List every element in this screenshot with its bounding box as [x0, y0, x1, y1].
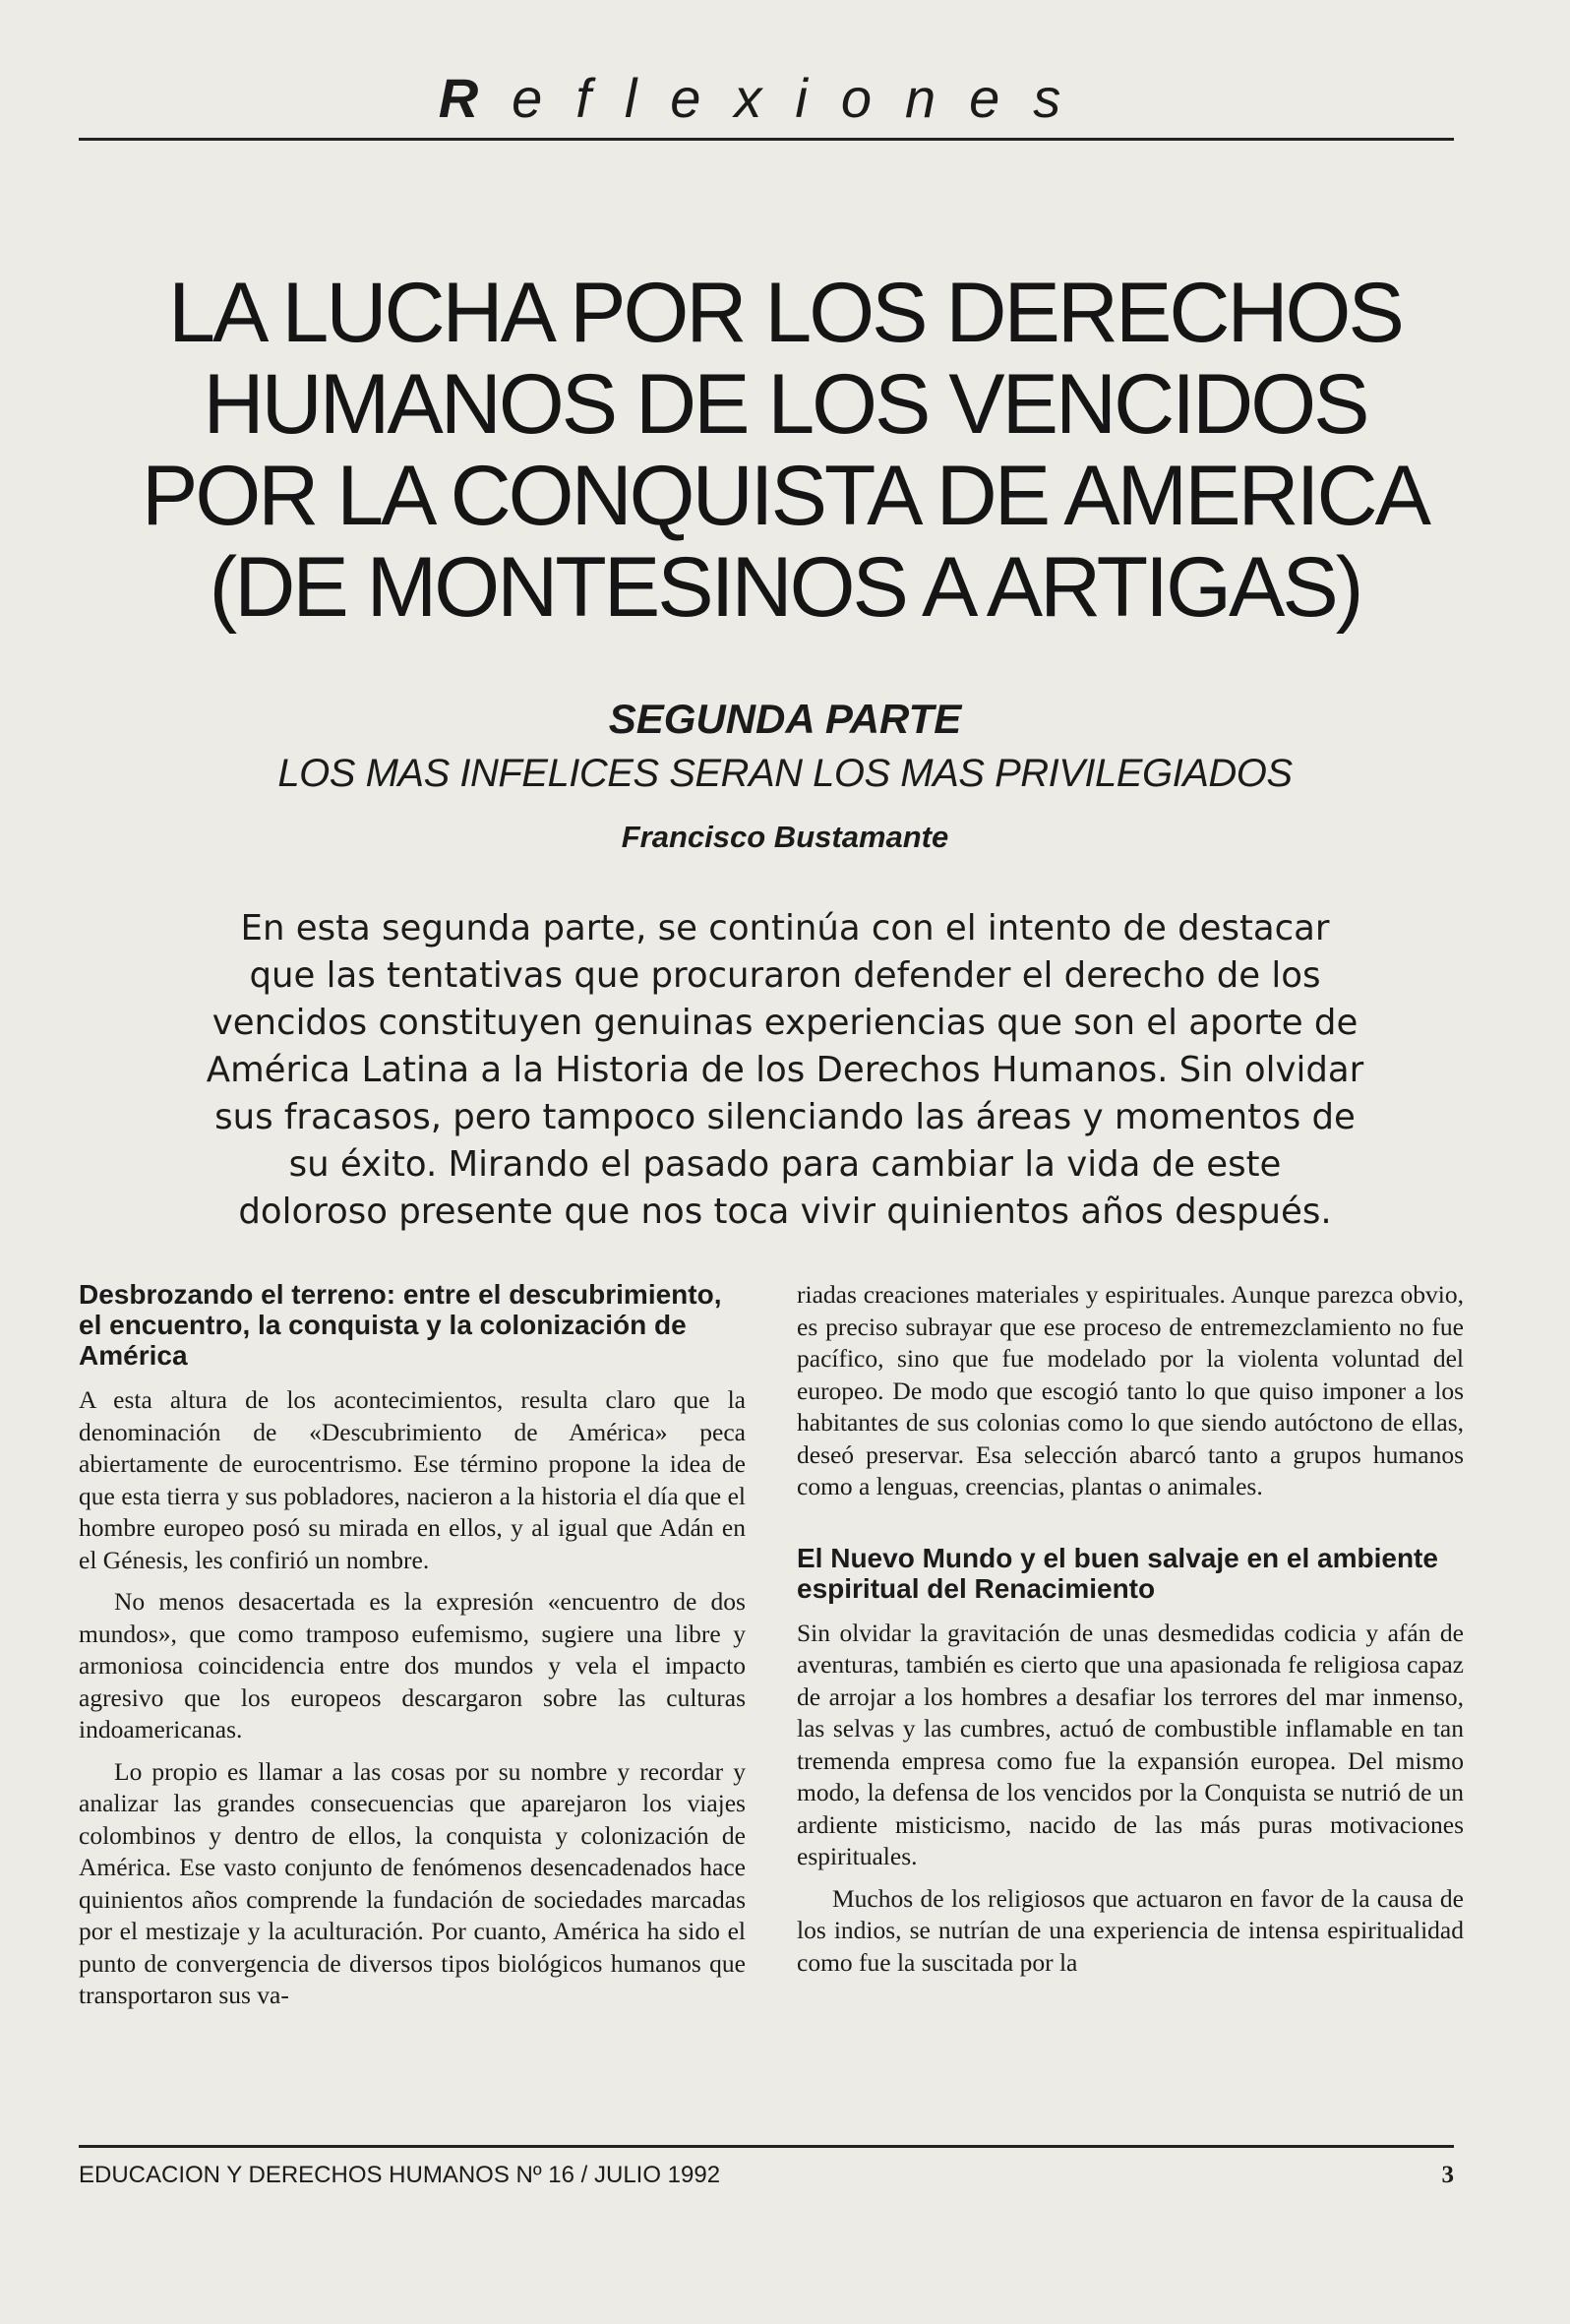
right-column [797, 1279, 1464, 1988]
footer-publication: EDUCACION Y DERECHOS HUMANOS Nº 16 / JULIO 1992 [79, 2162, 721, 2188]
body-paragraph: A esta altura de los acontecimientos, resulta claro que la denominación de «Descubrimiento de América» peca abiertamente de eurocentrismo. Ese término propone la idea de que esta tierra y sus pobladores, nacieron a la historia el día que el hombre europeo posó su mirada en ellos, y al igual que Adán en el Génesis, les confirió un nombre. [79, 1385, 746, 1574]
body-paragraph: No menos desacertada es la expresión «encuentro de dos mundos», que como tramposo eufemismo, sugiere una libre y armoniosa coincidencia entre dos mundos y vela el impacto agresivo que los europeos descargaron sobre las culturas indoamericanas. [79, 1587, 746, 1743]
header-rule [79, 138, 1454, 141]
section-heading: Desbrozando el terreno: entre el descubrimiento, el encuentro, la conquista y la colonización de América [79, 1279, 722, 1371]
body-paragraph-continuation: riadas creaciones materiales y espirituales. Aunque parezca obvio, es preciso subrayar que ese proceso de entremezclamiento no fue pacífico, sino que fue modelado por la violenta voluntad del europeo. De modo que escogió tanto lo que quiso imponer a los habitantes de sus colonias como lo que siendo autóctono de ellas, deseó preservar. Esa selección abarcó tanto a grupos humanos como a lenguas, creencias, plantas o animales. [797, 1280, 1464, 1500]
body-paragraph: Sin olvidar la gravitación de unas desmedidas codicia y afán de aventuras, también es cierto que una apasionada fe religiosa capaz de arrojar a los hombres a desafiar los terrores del mar inmenso, las selvas y las cumbres, actuó de combustible inflamable en tan tremenda empresa como fue la expansión europea. Del mismo modo, la defensa de los vencidos por la Conquista se nutrió de un ardiente misticismo, nacido de las más puras motivaciones espirituales. [797, 1618, 1464, 1870]
body-paragraph: Muchos de los religiosos que actuaron en favor de la causa de los indios, se nutrían de una experiencia de intensa espiritualidad como fue la suscitada por la [797, 1883, 1464, 1977]
section-header-rest: eflexiones [512, 67, 1095, 129]
lead-line: En esta segunda parte, se continúa con el intento de destacar [240, 908, 1330, 948]
title-line: LA LUCHA POR LOS DERECHOS [168, 266, 1402, 360]
section-header-initial: R [438, 67, 513, 129]
lead-line: América Latina a la Historia de los Derechos Humanos. Sin olvidar [206, 1050, 1364, 1090]
lead-line: vencidos constituyen genuinas experiencias que son el aporte de [211, 1003, 1359, 1043]
lead-paragraph [94, 905, 1476, 1236]
title-line: HUMANOS DE LOS VENCIDOS [203, 357, 1367, 452]
body-paragraph: Lo propio es llamar a las cosas por su nombre y recordar y analizar las grandes consecuencias que aparejaron los viajes colombinos y dentro de ellos, la conquista y colonización de América. Ese vasto conjunto de fenómenos desencadenados hace quinientos años comprende la fundación de sociedades marcadas por el mestizaje y la aculturación. Por cuanto, América ha sido el punto de convergencia de diversos tipos biológicos humanos que transportaron sus va- [79, 1756, 746, 2009]
left-column [79, 1279, 746, 2022]
title-line: POR LA CONQUISTA DE AMERICA [141, 449, 1429, 543]
lead-line: sus fracasos, pero tampoco silenciando las áreas y momentos de [214, 1097, 1356, 1137]
section-header [79, 65, 1454, 132]
section-heading: El Nuevo Mundo y el buen salvaje en el ambiente espiritual del Renacimiento [797, 1542, 1438, 1604]
lead-line: que las tentativas que procuraron defender el derecho de los [249, 955, 1321, 996]
article-author: Francisco Bustamante [621, 820, 949, 854]
page-number: 3 [1441, 2162, 1454, 2188]
lead-line: doloroso presente que nos toca vivir quinientos años después. [238, 1192, 1332, 1232]
article-tagline: LOS MAS INFELICES SERAN LOS MAS PRIVILEGIADOS [277, 752, 1293, 795]
article-subtitle: SEGUNDA PARTE [608, 696, 962, 742]
article-title [79, 268, 1491, 634]
footer-rule [79, 2145, 1454, 2148]
lead-line: su éxito. Mirando el pasado para cambiar la vida de este [288, 1144, 1282, 1185]
title-line: (DE MONTESINOS A ARTIGAS) [209, 540, 1361, 635]
